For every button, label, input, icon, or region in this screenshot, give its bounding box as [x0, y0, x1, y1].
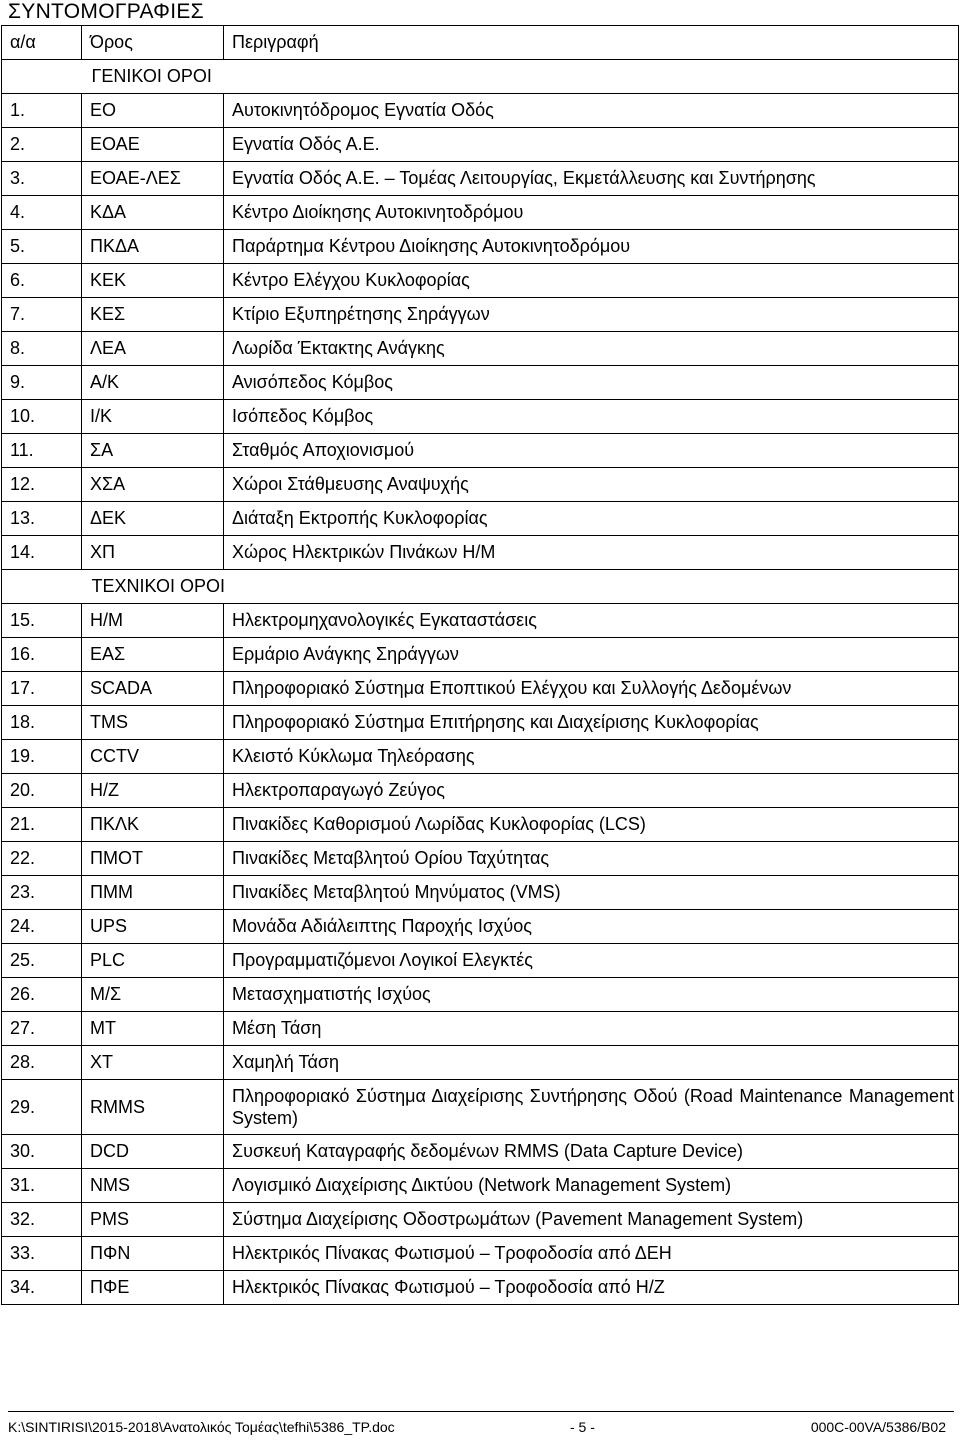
abbreviation-term: ΚΕΣ [82, 298, 224, 332]
abbreviation-term: RMMS [82, 1080, 224, 1135]
abbreviation-term: ΜΤ [82, 1012, 224, 1046]
table-row [2, 1135, 959, 1169]
table-row [2, 944, 959, 978]
abbreviation-number: 4. [2, 196, 82, 230]
abbreviation-description: Συσκευή Καταγραφής δεδομένων RMMS (Data Capture Device) [224, 1135, 959, 1169]
section-heading-technical: ΤΕΧΝΙΚΟΙ ΟΡΟΙ [82, 570, 959, 604]
abbreviation-number: 11. [2, 434, 82, 468]
abbreviation-description: Ηλεκτρικός Πίνακας Φωτισμού – Τροφοδοσία από Η/Ζ [224, 1271, 959, 1305]
table-row [2, 298, 959, 332]
abbreviation-term: ΠΦΕ [82, 1271, 224, 1305]
abbreviation-number: 7. [2, 298, 82, 332]
abbreviation-term: ΧΠ [82, 536, 224, 570]
abbreviation-number: 8. [2, 332, 82, 366]
abbreviation-description: Ηλεκτροπαραγωγό Ζεύγος [224, 774, 959, 808]
abbreviation-term: ΚΔΑ [82, 196, 224, 230]
abbreviation-term: Ι/Κ [82, 400, 224, 434]
abbreviation-number: 27. [2, 1012, 82, 1046]
abbreviation-term: ΠΜΜ [82, 876, 224, 910]
abbreviation-description: Κλειστό Κύκλωμα Τηλεόρασης [224, 740, 959, 774]
abbreviation-number: 17. [2, 672, 82, 706]
abbreviation-number: 34. [2, 1271, 82, 1305]
abbreviation-term: ΠΜΟΤ [82, 842, 224, 876]
abbreviation-term: CCTV [82, 740, 224, 774]
footer-file-path: K:\SINTIRISI\2015-2018\Ανατολικός Τομέας\tefhi\5386_TP.doc [8, 1419, 395, 1435]
table-row [2, 842, 959, 876]
abbreviation-description: Πληροφοριακό Σύστημα Εποπτικού Ελέγχου και Συλλογής Δεδομένων [224, 672, 959, 706]
abbreviation-term: PLC [82, 944, 224, 978]
table-row [2, 502, 959, 536]
abbreviation-description: Προγραμματιζόμενοι Λογικοί Ελεγκτές [224, 944, 959, 978]
section-heading-general: ΓΕΝΙΚΟΙ ΟΡΟΙ [82, 60, 959, 94]
abbreviation-number: 30. [2, 1135, 82, 1169]
abbreviation-description: Διάταξη Εκτροπής Κυκλοφορίας [224, 502, 959, 536]
abbreviation-number: 18. [2, 706, 82, 740]
table-row [2, 876, 959, 910]
abbreviation-number: 20. [2, 774, 82, 808]
table-row [2, 434, 959, 468]
table-row [2, 1046, 959, 1080]
table-row [2, 230, 959, 264]
table-row [2, 1203, 959, 1237]
abbreviation-description: Παράρτημα Κέντρου Διοίκησης Αυτοκινητοδρόμου [224, 230, 959, 264]
abbreviation-description: Κέντρο Ελέγχου Κυκλοφορίας [224, 264, 959, 298]
header-number: α/α [2, 26, 82, 60]
abbreviation-term: Η/Ζ [82, 774, 224, 808]
abbreviation-description: Πληροφοριακό Σύστημα Επιτήρησης και Διαχείρισης Κυκλοφορίας [224, 706, 959, 740]
abbreviation-number: 14. [2, 536, 82, 570]
abbreviation-number: 9. [2, 366, 82, 400]
abbreviation-description: Εγνατία Οδός Α.Ε. – Τομέας Λειτουργίας, Εκμετάλλευσης και Συντήρησης [224, 162, 959, 196]
table-row [2, 638, 959, 672]
abbreviation-term: ΕΟΑΕ-ΛΕΣ [82, 162, 224, 196]
abbreviation-description: Μονάδα Αδιάλειπτης Παροχής Ισχύος [224, 910, 959, 944]
table-row [2, 366, 959, 400]
table-row [2, 774, 959, 808]
abbreviation-term: ΕΑΣ [82, 638, 224, 672]
abbreviation-description: Χώρος Ηλεκτρικών Πινάκων Η/Μ [224, 536, 959, 570]
abbreviation-description: Πληροφοριακό Σύστημα Διαχείρισης Συντήρησης Οδού (Road Maintenance Management System) [224, 1080, 959, 1135]
abbreviation-description: Ανισόπεδος Κόμβος [224, 366, 959, 400]
table-row [2, 706, 959, 740]
abbreviation-number: 10. [2, 400, 82, 434]
table-row [2, 468, 959, 502]
abbreviation-term: Η/Μ [82, 604, 224, 638]
section-row-technical [2, 570, 959, 604]
abbreviation-term: DCD [82, 1135, 224, 1169]
abbreviation-number: 3. [2, 162, 82, 196]
table-row [2, 808, 959, 842]
table-row [2, 536, 959, 570]
abbreviation-term: Μ/Σ [82, 978, 224, 1012]
abbreviation-number: 24. [2, 910, 82, 944]
abbreviation-description: Ισόπεδος Κόμβος [224, 400, 959, 434]
page-title: ΣΥΝΤΟΜΟΓΡΑΦΙΕΣ [8, 0, 204, 23]
abbreviation-description: Αυτοκινητόδρομος Εγνατία Οδός [224, 94, 959, 128]
footer-document-id: 000C-00VA/5386/B02 [810, 1419, 946, 1435]
abbreviation-term: Α/Κ [82, 366, 224, 400]
table-row [2, 94, 959, 128]
abbreviation-term: ΚΕΚ [82, 264, 224, 298]
section-spacer [2, 60, 82, 94]
table-row [2, 1237, 959, 1271]
abbreviation-term: NMS [82, 1169, 224, 1203]
abbreviation-number: 5. [2, 230, 82, 264]
section-row-general [2, 60, 959, 94]
abbreviation-number: 33. [2, 1237, 82, 1271]
header-description: Περιγραφή [224, 26, 959, 60]
abbreviation-number: 26. [2, 978, 82, 1012]
abbreviation-description: Ηλεκτρικός Πίνακας Φωτισμού – Τροφοδοσία από ΔΕΗ [224, 1237, 959, 1271]
table-row [2, 128, 959, 162]
abbreviation-description: Σύστημα Διαχείρισης Οδοστρωμάτων (Pavement Management System) [224, 1203, 959, 1237]
abbreviation-description: Πινακίδες Μεταβλητού Μηνύματος (VMS) [224, 876, 959, 910]
abbreviation-term: ΔΕΚ [82, 502, 224, 536]
abbreviation-term: ΛΕΑ [82, 332, 224, 366]
table-row [2, 1080, 959, 1135]
abbreviation-number: 2. [2, 128, 82, 162]
abbreviation-number: 32. [2, 1203, 82, 1237]
table-row [2, 1012, 959, 1046]
abbreviations-table [1, 25, 959, 1305]
abbreviation-number: 29. [2, 1080, 82, 1135]
table-row [2, 400, 959, 434]
table-row [2, 740, 959, 774]
abbreviation-term: UPS [82, 910, 224, 944]
abbreviation-description: Χαμηλή Τάση [224, 1046, 959, 1080]
abbreviation-description: Πινακίδες Καθορισμού Λωρίδας Κυκλοφορίας (LCS) [224, 808, 959, 842]
abbreviation-number: 22. [2, 842, 82, 876]
footer-divider [8, 1411, 954, 1412]
abbreviation-number: 1. [2, 94, 82, 128]
abbreviation-number: 19. [2, 740, 82, 774]
abbreviation-number: 23. [2, 876, 82, 910]
table-row [2, 332, 959, 366]
abbreviations-table-body [2, 26, 959, 1305]
abbreviation-number: 15. [2, 604, 82, 638]
abbreviation-number: 31. [2, 1169, 82, 1203]
table-row [2, 604, 959, 638]
table-row [2, 978, 959, 1012]
abbreviation-term: SCADA [82, 672, 224, 706]
abbreviation-description: Ερμάριο Ανάγκης Σηράγγων [224, 638, 959, 672]
abbreviation-term: ΧΤ [82, 1046, 224, 1080]
table-row [2, 196, 959, 230]
abbreviation-term: ΠΚΔΑ [82, 230, 224, 264]
abbreviation-term: TMS [82, 706, 224, 740]
abbreviation-term: ΠΚΛΚ [82, 808, 224, 842]
footer-page-number: - 5 - [570, 1419, 595, 1435]
abbreviation-description: Ηλεκτρομηχανολογικές Εγκαταστάσεις [224, 604, 959, 638]
abbreviation-term: ΕΟ [82, 94, 224, 128]
table-row [2, 1169, 959, 1203]
table-row [2, 264, 959, 298]
abbreviation-number: 12. [2, 468, 82, 502]
section-spacer [2, 570, 82, 604]
abbreviation-number: 16. [2, 638, 82, 672]
abbreviation-term: ΕΟΑΕ [82, 128, 224, 162]
abbreviation-description: Λωρίδα Έκτακτης Ανάγκης [224, 332, 959, 366]
table-row [2, 162, 959, 196]
abbreviation-number: 6. [2, 264, 82, 298]
table-row [2, 672, 959, 706]
abbreviation-term: ΠΦΝ [82, 1237, 224, 1271]
abbreviation-description: Λογισμικό Διαχείρισης Δικτύου (Network Management System) [224, 1169, 959, 1203]
page-footer [8, 1417, 954, 1437]
abbreviation-term: ΣΑ [82, 434, 224, 468]
abbreviation-number: 25. [2, 944, 82, 978]
abbreviation-term: PMS [82, 1203, 224, 1237]
abbreviation-number: 28. [2, 1046, 82, 1080]
abbreviation-description: Μέση Τάση [224, 1012, 959, 1046]
table-row [2, 1271, 959, 1305]
abbreviation-description: Κέντρο Διοίκησης Αυτοκινητοδρόμου [224, 196, 959, 230]
table-header-row [2, 26, 959, 60]
header-term: Όρος [82, 26, 224, 60]
abbreviation-number: 21. [2, 808, 82, 842]
abbreviation-description: Εγνατία Οδός Α.Ε. [224, 128, 959, 162]
abbreviation-description: Μετασχηματιστής Ισχύος [224, 978, 959, 1012]
abbreviation-description: Χώροι Στάθμευσης Αναψυχής [224, 468, 959, 502]
table-row [2, 910, 959, 944]
abbreviation-description: Κτίριο Εξυπηρέτησης Σηράγγων [224, 298, 959, 332]
abbreviation-description: Σταθμός Αποχιονισμού [224, 434, 959, 468]
abbreviation-term: ΧΣΑ [82, 468, 224, 502]
abbreviation-description: Πινακίδες Μεταβλητού Ορίου Ταχύτητας [224, 842, 959, 876]
abbreviation-number: 13. [2, 502, 82, 536]
